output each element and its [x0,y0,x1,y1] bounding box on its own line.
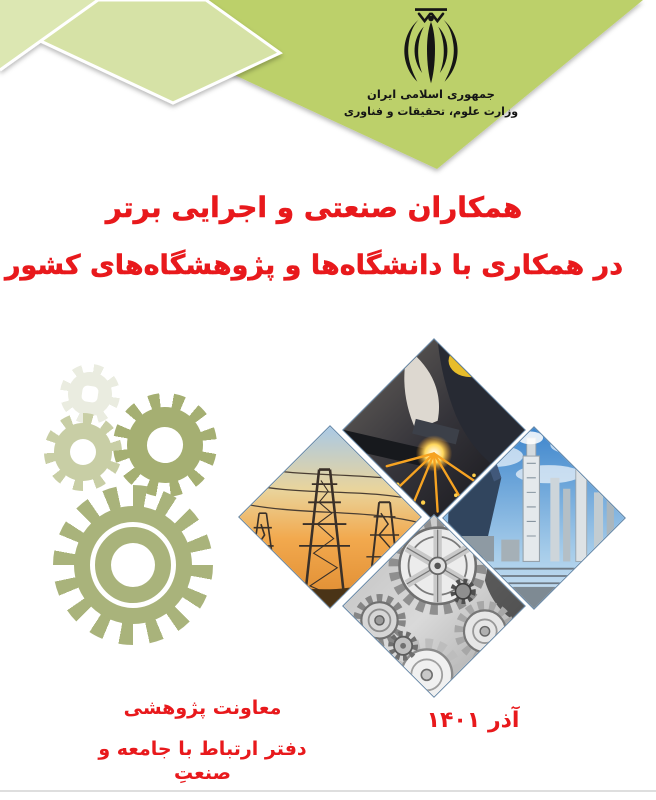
bottom-divider-line [0,790,656,792]
iran-national-emblem-icon [389,5,473,93]
department-line1: معاونت پژوهشی [123,697,282,719]
cover-title-line2: در همکاری با دانشگاه‌ها و پژوهشگاه‌های کشور [4,250,624,281]
department-block [90,696,315,785]
department-line2: دفتر ارتباط با جامعه و صنعتِ [98,738,307,784]
cover-title [0,190,656,284]
industry-photo-collage [230,330,650,710]
cover-title-line1: همکاران صنعتی و اجرایی برتر [105,191,523,224]
publication-date: آذر ۱۴۰۱ [426,708,520,733]
large-gear-icon [53,485,213,645]
ministry-name-block [325,86,537,120]
org-name-line2: وزارت علوم، تحقیقات و فناوری [343,105,519,118]
org-name-line1: جمهوری اسلامی ایران [367,87,495,101]
